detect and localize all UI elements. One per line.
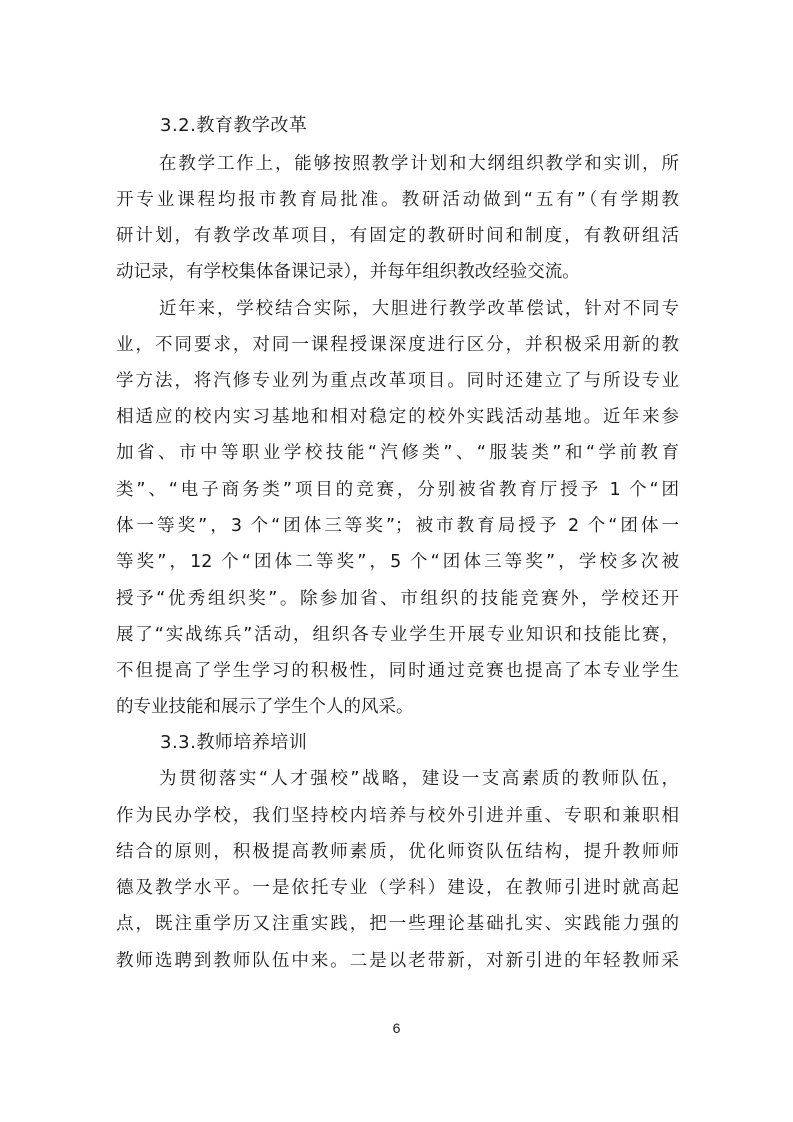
paragraph-line: 相适应的校内实习基地和相对稳定的校外实践活动基地。近年来参 xyxy=(116,407,679,427)
paragraph-line: 点，既注重学历又注重实践，把一些理论基础扎实、实践能力强的 xyxy=(116,914,679,934)
paragraph-line: 不但提高了学生学习的积极性，同时通过竞赛也提高了本专业学生 xyxy=(116,661,679,681)
paragraph-line: 类”、“电子商务类”项目的竞赛，分别被省教育厅授予 1 个“团 xyxy=(116,480,679,500)
paragraph-line: 学方法，将汽修专业列为重点改革项目。同时还建立了与所设专业 xyxy=(116,371,679,391)
paragraph-line: 教师选聘到教师队伍中来。二是以老带新，对新引进的年轻教师采 xyxy=(116,951,679,971)
paragraph-line: 等奖”，12 个“团体二等奖”，5 个“团体三等奖”，学校多次被 xyxy=(116,552,679,572)
paragraph-line: 动记录，有学校集体备课记录），并每年组织教改经验交流。 xyxy=(116,262,580,282)
paragraph-line: 体一等奖”，3 个“团体三等奖”；被市教育局授予 2 个“团体一 xyxy=(116,516,679,536)
paragraph-line: 加省、市中等职业学校技能“汽修类”、“服装类”和“学前教育 xyxy=(116,443,679,463)
paragraph-line: 结合的原则，积极提高教师素质，优化师资队伍结构，提升教师师 xyxy=(116,842,679,862)
paragraph-line: 为贯彻落实“人才强校”战略，建设一支高素质的教师队伍， xyxy=(159,769,679,789)
paragraph-line: 研计划，有教学改革项目，有固定的教研时间和制度，有教研组活 xyxy=(116,226,679,246)
paragraph-line: 作为民办学校，我们坚持校内培养与校外引进并重、专职和兼职相 xyxy=(116,806,679,826)
paragraph-line: 授予“优秀组织奖”。除参加省、市组织的技能竞赛外，学校还开 xyxy=(116,589,679,609)
paragraph-line: 德及教学水平。一是依托专业（学科）建设，在教师引进时就高起 xyxy=(116,878,679,898)
paragraph-line: 业，不同要求，对同一课程授课深度进行区分，并积极采用新的教 xyxy=(116,335,679,355)
section-heading-3-3: 3.3.教师培养培训 xyxy=(160,732,308,753)
paragraph-line: 展了“实战练兵”活动，组织各专业学生开展专业知识和技能比赛， xyxy=(116,625,679,645)
page-number: 6 xyxy=(392,1020,401,1036)
paragraph-line: 的专业技能和展示了学生个人的风采。 xyxy=(116,697,414,717)
section-heading-3-2: 3.2.教育教学改革 xyxy=(160,115,308,136)
paragraph-line: 开专业课程均报市教育局批准。教研活动做到“五有”（有学期教 xyxy=(116,190,679,210)
paragraph-line: 近年来，学校结合实际，大胆进行教学改革偿试，针对不同专 xyxy=(159,299,679,319)
paragraph-line: 在教学工作上，能够按照教学计划和大纲组织教学和实训，所 xyxy=(159,154,679,174)
